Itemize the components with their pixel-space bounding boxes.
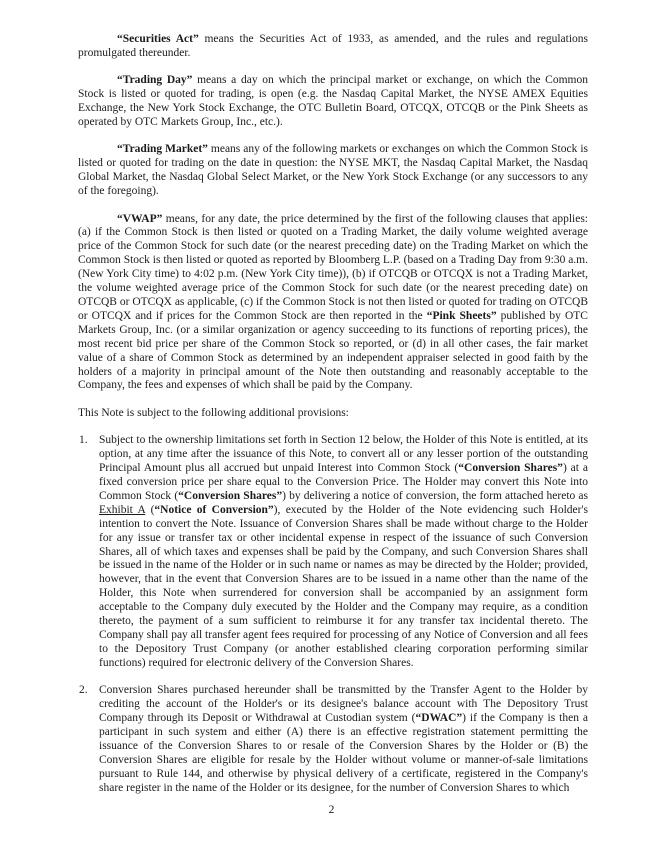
definition-body: means the Securities Act of 1933, as amended, and the rules and regulations promulgated thereunder. (78, 33, 588, 59)
defined-term-securities-act: “Securities Act” (117, 33, 199, 45)
defined-term-pink-sheets: “Pink Sheets” (426, 309, 497, 322)
defined-term-conversion-shares: “Conversion Shares” (178, 489, 283, 502)
provisions-intro: This Note is subject to the following additional provisions: (78, 406, 349, 419)
provision-text: ( (145, 503, 155, 516)
provision-text: ) by delivering a notice of conversion, the form attached hereto as (282, 489, 589, 502)
provision-text: ) if the Company is then a participant in such system and either (A) there is an effective registration statement permitting the issuance of the Conversion Shares to or resale of the Conversion Shares by the Holder or (B) the Conversion Shares are eligible for resale by the Holder without volume or manner-of-sale limitations pursuant to Rule 144, and otherwise by physical delivery of a certificate, registered in the Company's share register in the name of the Holder or its designee, for the number of Conversion Shares to which (99, 711, 588, 794)
provision-text: ), executed by the Holder of the Note evidencing such Holder's intention to convert the Note. Issuance of Conversion Shares shall be made without charge to the Holder for any issue or transfer tax or other incidental expense in respect of the issuance of such Conversion Shares, all of which taxes and expenses shall be paid by the Company, and such Conversion Shares shall be issued in the name of the Holder or in such name or names as may be directed by the Holder; provided, however, that in the event that Conversion Shares are to be issued in a name other than the name of the Holder, this Note when surrendered for conversion shall be accompanied by an assignment form acceptable to the Company duly executed by the Holder and the Company may require, as a condition thereto, the payment of a sum sufficient to reimburse it for any transfer tax incidental thereto. The Company shall pay all transfer agent fees required for processing of any Notice of Conversion and all fees to the Depository Trust Company (or another established clearing corporation performing similar functions) required for electronic delivery of the Conversion Shares. (99, 503, 589, 669)
definition-body: means, for any date, the price determined by the first of the following clauses that applies: (a) if the Common Stock is then listed or quoted on a Trading Market, the daily volume weighted average price of the Common Stock for such date (or the nearest preceding date) on the Trading Market on which the Common Stock is then listed or quoted as reported by Bloomberg L.P. (based on a Trading Day from 9:30 a.m. (New York City time) to 4:02 p.m. (New York City time)), (b) if OTCQB or OTCQX is not a Trading Market, the volume weighted average price of the Common Stock for such date (or the nearest preceding date) on OTCQB or OTCQX as applicable, (c) if the Common Stock is not then listed or quoted for trading on OTCQB or OTCQX and if prices for the Common Stock are then reported in the (78, 212, 588, 322)
definition-body: means a day on which the principal market or exchange, on which the Common Stock is listed or quoted for trading, is open (e.g. the Nasdaq Capital Market, the NYSE AMEX Equities Exchange, the New York Stock Exchange, the OTC Bulletin Board, OTCQX, OTCQB or the Pink Sheets as operated by OTC Markets Group, Inc., etc.). (78, 74, 588, 129)
defined-term-conversion-shares: “Conversion Shares” (458, 462, 563, 475)
definition-body: means any of the following markets or exchanges on which the Common Stock is listed or quoted for trading on the date in question: the NYSE MKT, the Nasdaq Capital Market, the Nasdaq Global Market, the Nasdaq Global Select Market, or the New York Stock Exchange (or any successors to any of the foregoing). (78, 143, 588, 198)
defined-term-dwac: “DWAC” (415, 711, 463, 724)
defined-term-trading-market: “Trading Market” (117, 143, 208, 156)
defined-term-notice-of-conversion: “Notice of Conversion” (154, 503, 274, 516)
definition-securities-act (78, 33, 588, 61)
defined-term-vwap: “VWAP” (117, 212, 163, 225)
defined-term-trading-day: “Trading Day” (117, 74, 193, 87)
provision-item-1 (78, 434, 588, 670)
provision-number: 2. (79, 684, 88, 697)
exhibit-a-reference: Exhibit A (99, 503, 146, 516)
provision-text: ) at a fixed conversion price per share equal to the Conversion Price. The Holder may convert this Note into Common Stock ( (99, 462, 589, 502)
definition-trading-day (78, 74, 588, 130)
provision-text: Conversion Shares purchased hereunder shall be transmitted by the Transfer Agent to the Holder by crediting the account of the Holder's or its designee's balance account with The Depository Trust Company through its Deposit or Withdrawal at Custodian system ( (99, 684, 588, 724)
page-number: 2 (328, 804, 335, 816)
definition-body: published by OTC Markets Group, Inc. (or a similar organization or agency succeeding to its functions of reporting prices), the most recent bid price per share of the Common Stock so reported, or (d) in all other cases, the fair market value of a share of Common Stock as determined by an independent appraiser selected in good faith by the holders of a majority in principal amount of the Note then outstanding and reasonably acceptable to the Company, the fees and expenses of which shall be paid by the Company. (78, 309, 588, 392)
definition-trading-market (78, 143, 588, 199)
document-content (78, 33, 588, 809)
provision-item-2 (78, 684, 588, 795)
definition-vwap (78, 213, 588, 394)
provision-number: 1. (79, 434, 88, 447)
provision-text: Subject to the ownership limitations set forth in Section 12 below, the Holder of this Note is entitled, at its option, at any time after the issuance of this Note, to convert all or any lesser portion of the outstanding Principal Amount plus all accrued but unpaid Interest into Common Stock ( (99, 434, 588, 475)
